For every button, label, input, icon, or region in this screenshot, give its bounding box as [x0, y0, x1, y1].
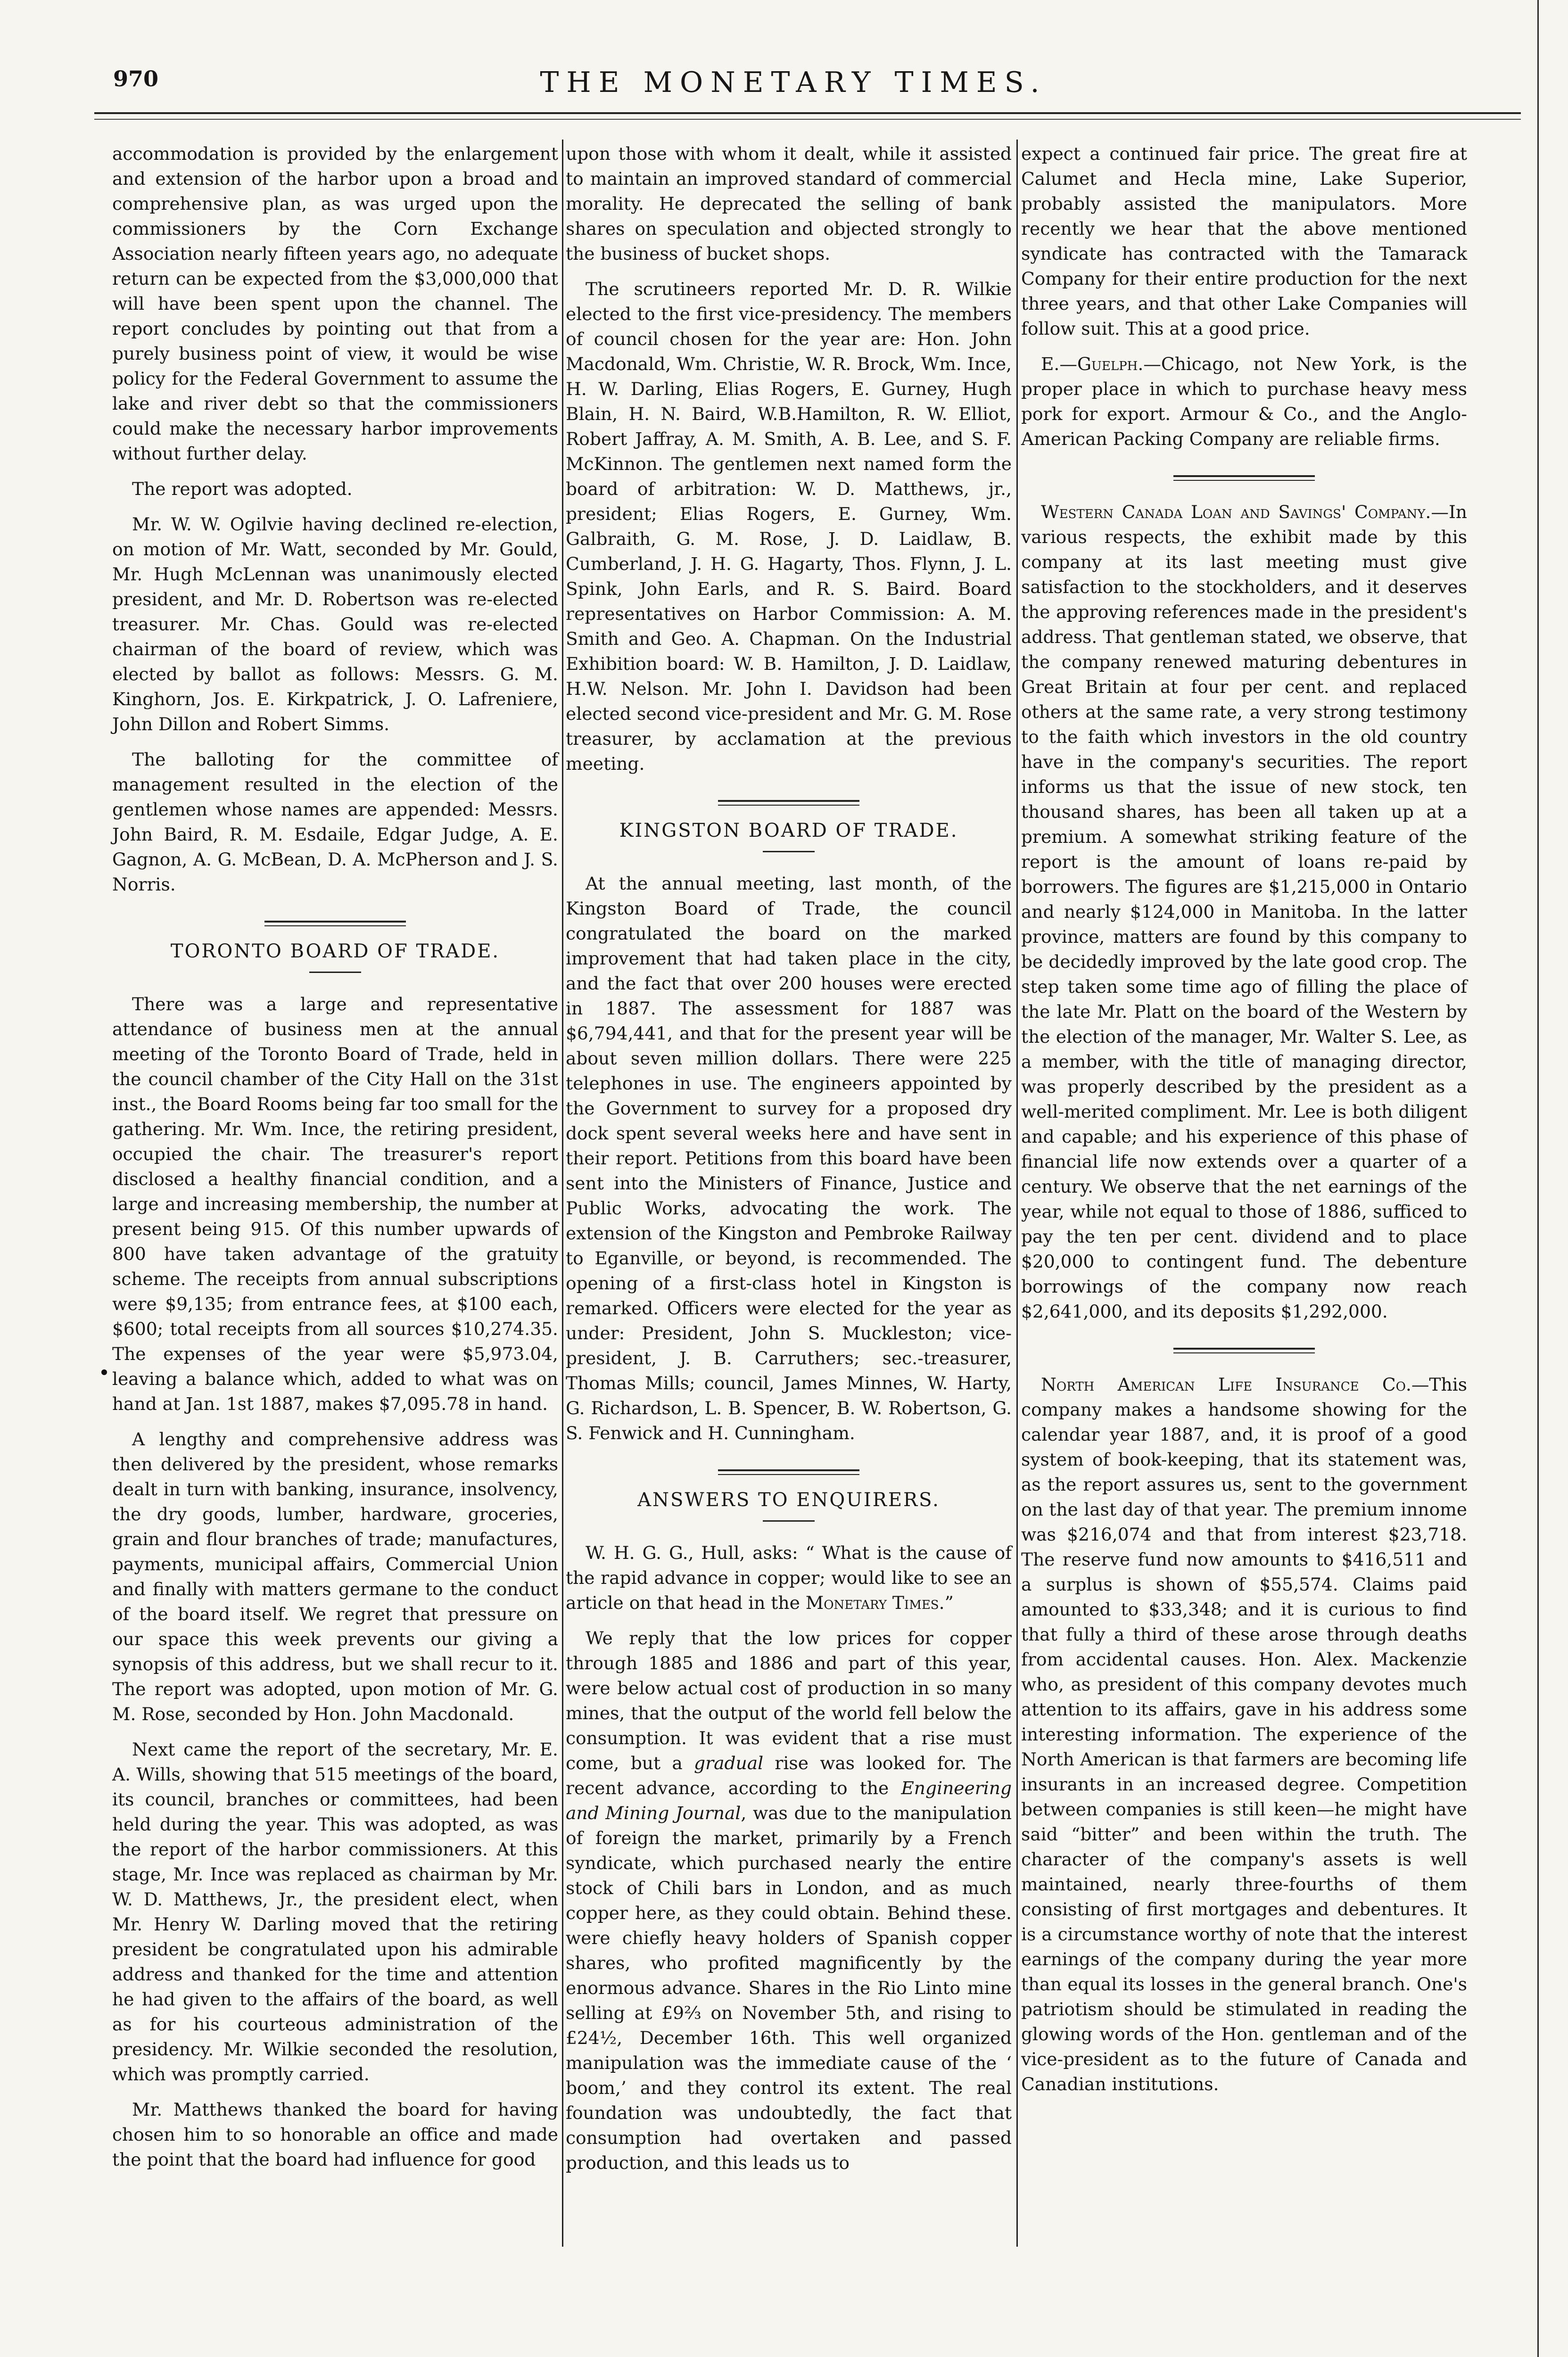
journal-name: Monetary Times [805, 1592, 939, 1613]
text-run: W. H. G. G., Hull, asks: “ What is the cause of the rapid advance in copper; would like to see an article on that head in the [566, 1542, 1012, 1613]
text-run: —In various respects, the exhibit made by this company at its last meeting must give satisfaction to the stockholders, and it deserves the approving references made in the president's address. That gentleman stated, we observe, that the company renewed maturing debentures in Great Britain at four per cent. and replaced others at the same rate, a very strong testimony to the faith which investors in the old country have in the company's securities. The report informs us that the issue of new stock, ten thousand shares, has been all taken up at a premium. A somewhat striking feature of the report is the amount of loans re-paid by borrowers. The figures are $1,215,000 in Ontario and nearly $124,000 in Manitoba. In the latter province, matters are found by this company to be decidedly improved by the late good crop. The step taken some time ago of filling the place of the late Mr. Platt on the board of the Western by the election of the manager, Mr. Walter S. Lee, as a member, with the title of managing director, was properly described by the president as a well-merited compliment. Mr. Lee is both diligent and capable; and his experience of this phase of financial life now extends over a quarter of a century. We observe that the net earnings of the year, while not equal to those of 1886, sufficed to pay the ten per cent. dividend and to place $20,000 to contingent fund. The debenture borrowings of the company now reach $2,641,000, and its deposits $1,292,000. [1021, 502, 1467, 1322]
column-divider [1016, 140, 1018, 2247]
paragraph: The scrutineers reported Mr. D. R. Wilkie elected to the first vice-presidency. The members of council chosen for the year are: Hon. John Macdonald, Wm. Christie, W. R. Brock, Wm. Ince, H. W. Darling, Elias Rogers, E. Gurney, Hugh Blain, H. N. Baird, W.B.Hamilton, R. W. Elliot, Robert Jaffray, A. M. Smith, A. B. Lee, and S. F. McKinnon. The gentlemen next named form the board of arbitration: W. D. Matthews, jr., president; Elias Rogers, E. Gurney, Wm. Galbraith, G. M. Rose, J. D. Laidlaw, B. Cumberland, J. H. G. Hagarty, Thos. Flynn, J. L. Spink, John Earls, and R. S. Baird. Board representatives on Harbor Commission: A. M. Smith and Geo. A. Chapman. On the Industrial Exhibition board: W. B. Hamilton, J. D. Laidlaw, H.W. Nelson. Mr. John I. Davidson had been elected second vice-president and Mr. G. M. Rose treasurer, by acclamation at the previous meeting. [566, 279, 1012, 774]
paragraph [1021, 500, 1467, 1324]
running-head [113, 66, 1474, 104]
section-divider [718, 800, 859, 806]
company-name: North American Life Insurance Co. [1041, 1374, 1411, 1395]
paragraph: The report was adopted. [132, 478, 353, 499]
company-name: Western Canada Loan and Savings' Company. [1041, 502, 1431, 522]
heading-rule [763, 1520, 815, 1522]
header-rule [94, 112, 1521, 114]
column-2 [566, 141, 1012, 2186]
paragraph [1021, 1372, 1467, 2097]
journal-title: THE MONETARY TIMES. [540, 66, 1047, 99]
column-1 [112, 141, 558, 2183]
section-divider [1173, 475, 1315, 481]
text-run: E.— [1041, 354, 1077, 374]
column-divider [562, 140, 563, 2247]
text-run: rise was looked for. The recent advance, according to the [566, 1753, 1012, 1798]
page-edge-rule [1537, 0, 1539, 2357]
text-run: .—Chicago, not New York, is the proper place in which to purchase heavy mess pork for export. Armour & Co., and the Anglo-American Packing Company are reliable firms. [1021, 354, 1467, 449]
margin-mark [101, 1369, 107, 1375]
section-heading: TORONTO BOARD OF TRADE. [170, 940, 500, 962]
heading-rule [309, 972, 361, 973]
paragraph: Next came the report of the secretary, Mr. E. A. Wills, showing that 515 meetings of the board, its council, branches or committees, had been held during the year. This was adopted, as was the report of the harbor commissioners. At this stage, Mr. Ince was replaced as chairman by Mr. W. D. Matthews, Jr., the president elect, when Mr. Henry W. Darling moved that the retiring president be congratulated upon his admirable address and thanked for the time and attention he had given to the affairs of the board, as well as for his courteous administration of the presidency. Mr. Wilkie seconded the resolution, which was promptly carried. [112, 1739, 558, 2085]
text-run: We reply that the low prices for copper through 1885 and 1886 and part of this year, were below actual cost of production in so many mines, that the output of the world fell below the consumption. It was evident that a rise must come, but a [566, 1628, 1012, 1773]
paragraph: The balloting for the committee of management resulted in the election of the gentlemen whose names are appended: Messrs. John Baird, R. M. Esdaile, Edgar Judge, A. E. Gagnon, A. G. McBean, D. A. McPherson and J. S. Norris. [112, 749, 558, 895]
enquiry-paragraph [566, 1541, 1012, 1615]
section-divider [264, 921, 406, 926]
paragraph: expect a continued fair price. The great fire at Calumet and Hecla mine, Lake Superior, probably assisted the manipulators. More recently we hear that the above mentioned syndicate has contracted with the Tamarack Company for their entire production for the next three years, and that other Lake Companies will follow suit. This at a good price. [1021, 143, 1467, 339]
section-heading: ANSWERS TO ENQUIRERS. [637, 1489, 940, 1511]
section-heading: KINGSTON BOARD OF TRADE. [619, 820, 958, 841]
paragraph: Mr. Matthews thanked the board for having chosen him to so honorable an office and made the point that the board had influence for good [112, 2099, 558, 2170]
column-3 [1021, 141, 1467, 2107]
text-run: .” [939, 1592, 954, 1613]
paragraph: upon those with whom it dealt, while it assisted to maintain an improved standard of commercial morality. He deprecated the selling of bank shares on speculation and objected strongly to the business of bucket shops. [566, 143, 1012, 264]
heading-rule [763, 851, 815, 852]
emphasis: gradual [694, 1753, 764, 1773]
text-run: —This company makes a handsome showing for the calendar year 1887, and, it is proof of a good system of book-keeping, that its statement was, as the report assures us, sent to the government on the last day of that year. The premium innome was $216,074 and that from interest $23,718. The reserve fund now amounts to $416,511 and a surplus is shown of $55,574. Claims paid amounted to $33,348; and it is curious to find that fully a third of these arose through deaths from accidental causes. Hon. Alex. Mackenzie who, as president of this company devotes much attention to its affairs, gave in his address some interesting information. The experience of the North American is that farmers are becoming life insurants in an increased degree. Competition between companies is still keen—he might have said “bitter” and been within the truth. The character of the company's assets is well maintained, nearly three-fourths of them consisting of first mortgages and debentures. It is a circumstance worthy of note that the interest earnings of the company during the year more than equal its losses in the general branch. One's patriotism should be stimulated in reading the glowing words of the Hon. gentleman and of the vice-president as to the future of Canada and Canadian institutions. [1021, 1374, 1467, 2094]
journal-title-italic: Engineering and Mining Journal [566, 1778, 1012, 1823]
reply-paragraph [566, 1626, 1012, 2176]
paragraph: A lengthy and comprehensive address was then delivered by the president, whose remarks dealt in turn with banking, insurance, insolvency, the dry goods, lumber, hardware, groceries, grain and flour branches of trade; manufactures, payments, municipal affairs, Commercial Union and finally with matters germane to the conduct of the board itself. We regret that pressure on our space this week prevents our giving a synopsis of this address, but we shall recur to it. The report was adopted, upon motion of Mr. G. M. Rose, seconded by Hon. John Macdonald. [112, 1429, 558, 1724]
place-name: Guelph [1077, 354, 1138, 374]
section-divider [718, 1469, 859, 1475]
section-divider [1173, 1348, 1315, 1353]
paragraph [1021, 352, 1467, 452]
paragraph: At the annual meeting, last month, of the Kingston Board of Trade, the council congratulated the board on the marked improvement that had taken place in the city, and the fact that over 200 houses were erected in 1887. The assessment for 1887 was $6,794,441, and that for the present year will be about seven million dollars. There were 225 telephones in use. The engineers appointed by the Government to survey for a proposed dry dock spent several weeks here and have sent in their report. Petitions from this board have been sent into the Ministers of Finance, Justice and Public Works, advocating the work. The extension of the Kingston and Pembroke Railway to Eganville, or beyond, is recommended. The opening of a first-class hotel in Kingston is remarked. Officers were elected for the year as under: President, John S. Muckleston; vice-president, J. B. Carruthers; sec.-treasurer, Thomas Mills; council, James Minnes, W. Harty, G. Richardson, L. B. Spencer, B. W. Robertson, G. S. Fenwick and H. Cunningham. [566, 873, 1012, 1443]
paragraph: Mr. W. W. Ogilvie having declined re-election, on motion of Mr. Watt, seconded by Mr. Gould, Mr. Hugh McLennan was unanimously elected president, and Mr. D. Robertson was re-elected treasurer. Mr. Chas. Gould was re-elected chairman of the board of review, which was elected by ballot as follows: Messrs. G. M. Kinghorn, Jos. E. Kirkpatrick, J. O. Lafreniere, John Dillon and Robert Simms. [112, 514, 558, 734]
paragraph: There was a large and representative attendance of business men at the annual meeting of the Toronto Board of Trade, held in the council chamber of the City Hall on the 31st inst., the Board Rooms being far too small for the gathering. Mr. Wm. Ince, the retiring president, occupied the chair. The treasurer's report disclosed a healthy financial condition, and a large and increasing membership, the number at present being 915. Of this number upwards of 800 have taken advantage of the gratuity scheme. The receipts from annual subscriptions were $9,135; from entrance fees, at $100 each, $600; total receipts from all sources $10,274.35. The expenses of the year were $5,973.04, leaving a balance which, added to what was on hand at Jan. 1st 1887, makes $7,095.78 in hand. [112, 994, 558, 1414]
page-number: 970 [113, 66, 159, 91]
paragraph: accommodation is provided by the enlargement and extension of the harbor upon a broad and comprehensive plan, as was urged upon the commissioners by the Corn Exchange Association nearly fifteen years ago, no adequate return can be expected from the $3,000,000 that will have been spent upon the channel. The report concludes by pointing out that from a purely business point of view, it would be wise policy for the Federal Government to assume the lake and river debt so that the commissioners could make the necessary harbor improvements without further delay. [112, 143, 558, 464]
header-rule-thin [94, 119, 1521, 120]
text-run: , was due to the manipulation of foreign the market, primarily by a French syndicate, which purchased nearly the entire stock of Chili bars in London, and as much copper here, as they could obtain. Behind these. were chiefly heavy holders of Spanish copper shares, who profited magnificently by the enormous advance. Shares in the Rio Linto mine selling at £9⅔ on November 5th, and rising to £24½, December 16th. This well organized manipulation was the immediate cause of the ‘ boom,’ and they control its extent. The real foundation was undoubtedly, the fact that consumption had overtaken and passed production, and this leads us to [566, 1803, 1012, 2173]
